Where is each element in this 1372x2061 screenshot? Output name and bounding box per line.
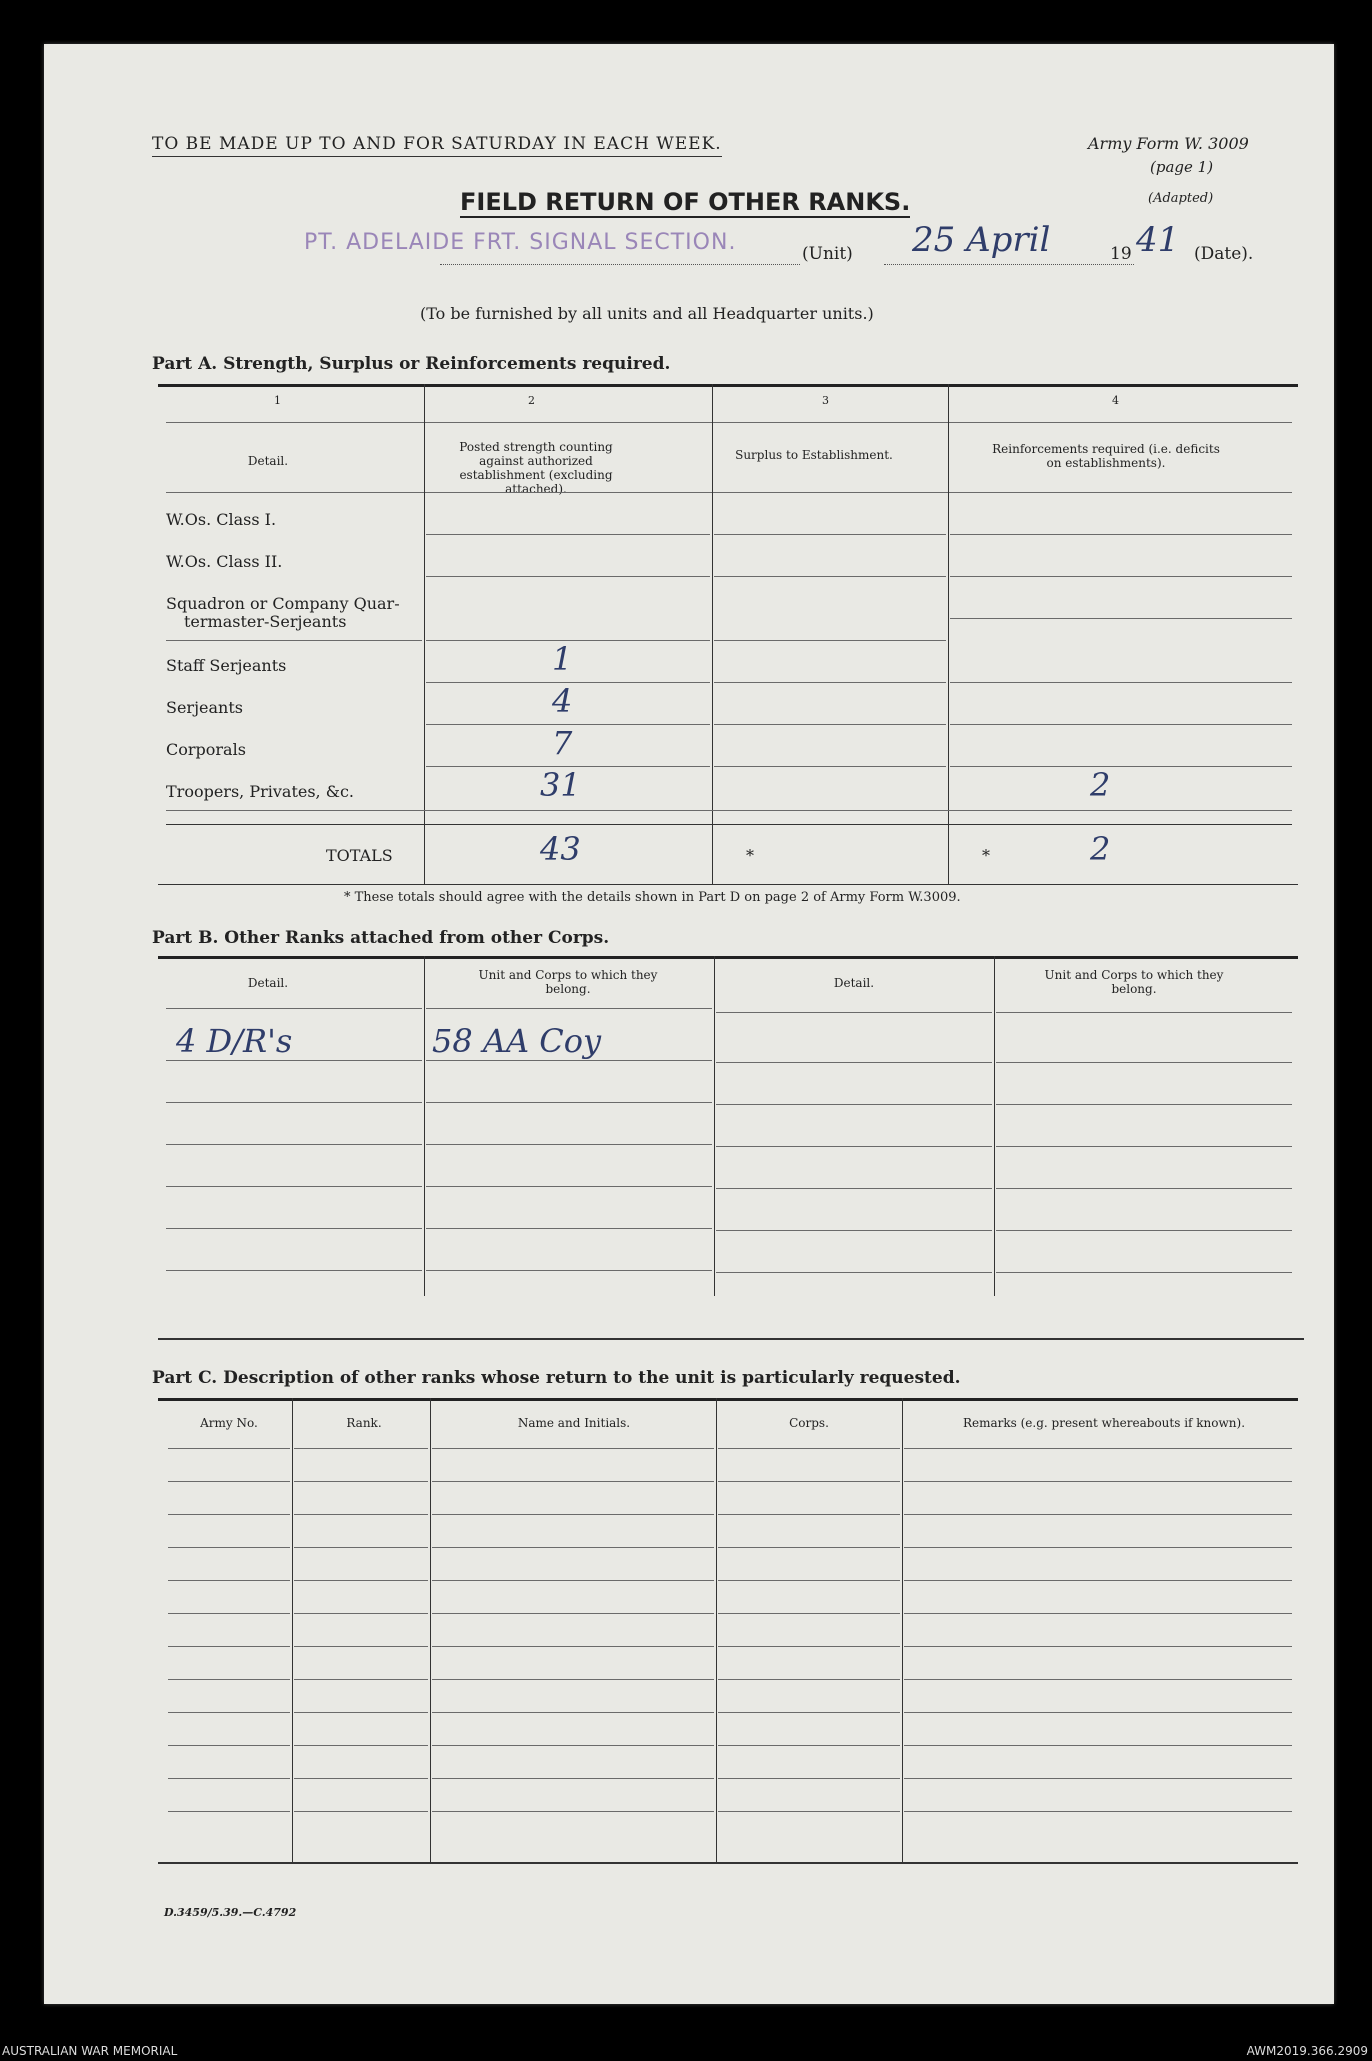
form-id: Army Form W. 3009: [1088, 134, 1249, 153]
part-c-title: Part C. Description of other ranks whose return to the unit is particularly requested.: [152, 1368, 961, 1388]
year-prefix: 19: [1110, 244, 1132, 264]
print-code: D.3459/5.39.—C.4792: [164, 1906, 297, 1919]
part-c-rule: [718, 1514, 900, 1515]
form-title: FIELD RETURN OF OTHER RANKS.: [460, 188, 911, 216]
part-c-rule: [718, 1613, 900, 1614]
part-a-head-posted: Posted strength counting against authorized establishment (excluding attached).: [459, 440, 613, 496]
part-c-rule: [432, 1580, 714, 1581]
part-c-rule: [904, 1580, 1292, 1581]
part-c-rule: [168, 1514, 290, 1515]
date-handwritten: 25 April: [912, 220, 1051, 260]
part-c-head-army-no: Army No.: [200, 1416, 258, 1430]
reinf-troopers: 2: [1090, 766, 1111, 804]
part-c-rule: [168, 1811, 290, 1812]
totals-posted: 43: [540, 830, 581, 868]
part-c-rule: [432, 1481, 714, 1482]
part-c-rule: [718, 1778, 900, 1779]
part-b-entry-unit: 58 AA Coy: [432, 1022, 602, 1060]
page-number: (page 1): [1150, 158, 1214, 176]
part-c-rule: [294, 1778, 428, 1779]
posted-serjeants: 4: [552, 682, 573, 720]
totals-surplus-mark: *: [746, 846, 754, 865]
unit-label: (Unit): [802, 244, 853, 264]
part-c-rule: [294, 1613, 428, 1614]
part-c-rule: [168, 1646, 290, 1647]
part-c-rule: [168, 1613, 290, 1614]
form-sheet: [44, 44, 1334, 2004]
part-b-head-unit-1: Unit and Corps to which they belong.: [478, 968, 658, 996]
part-c-rule: [718, 1448, 900, 1449]
part-c-rule: [904, 1481, 1292, 1482]
part-c-rule: [904, 1547, 1292, 1548]
footer-right: AWM2019.366.2909: [1246, 2044, 1368, 2058]
part-c-head-name: Name and Initials.: [517, 1416, 631, 1430]
part-c-rule: [904, 1613, 1292, 1614]
part-c-rule: [718, 1712, 900, 1713]
part-c-rule: [294, 1514, 428, 1515]
part-c-rule: [294, 1448, 428, 1449]
part-c-rule: [904, 1646, 1292, 1647]
part-c-rule: [904, 1448, 1292, 1449]
totals-label: TOTALS: [326, 846, 393, 865]
part-c-head-corps: Corps.: [789, 1416, 829, 1430]
part-b-head-detail-2: Detail.: [833, 976, 875, 990]
col-number-1: 1: [274, 394, 281, 407]
part-c-rule: [168, 1580, 290, 1581]
col-number-2: 2: [528, 394, 535, 407]
row-label-serjeants: Serjeants: [166, 698, 243, 717]
part-c-head-remarks: Remarks (e.g. present whereabouts if known).: [962, 1416, 1246, 1430]
part-c-rule: [168, 1745, 290, 1746]
part-c-rule: [432, 1811, 714, 1812]
part-c-rule: [718, 1580, 900, 1581]
col-number-4: 4: [1112, 394, 1119, 407]
part-c-rule: [904, 1745, 1292, 1746]
part-c-rule: [294, 1811, 428, 1812]
part-c-rule: [432, 1679, 714, 1680]
part-a-head-reinf: Reinforcements required (i.e. deficits on establishments).: [992, 442, 1220, 470]
part-c-rule: [904, 1514, 1292, 1515]
totals-reinf-mark: *: [982, 846, 990, 865]
date-label: (Date).: [1194, 244, 1254, 264]
part-b-head-detail-1: Detail.: [247, 976, 289, 990]
col-number-3: 3: [822, 394, 829, 407]
part-c-rule: [432, 1547, 714, 1548]
part-c-rule: [904, 1679, 1292, 1680]
row-label-troopers: Troopers, Privates, &c.: [166, 782, 355, 801]
row-label-wo1: W.Os. Class I.: [166, 510, 277, 529]
part-c-rule: [904, 1778, 1292, 1779]
part-c-rule: [294, 1745, 428, 1746]
part-c-rule: [718, 1745, 900, 1746]
part-c-rule: [168, 1547, 290, 1548]
part-b-title: Part B. Other Ranks attached from other Corps.: [152, 928, 610, 948]
part-c-rule: [294, 1679, 428, 1680]
part-a-head-surplus: Surplus to Establishment.: [735, 448, 893, 462]
part-c-rule: [168, 1778, 290, 1779]
part-a-footnote: * These totals should agree with the details shown in Part D on page 2 of Army Form W.3009.: [344, 890, 961, 905]
part-c-rule: [432, 1712, 714, 1713]
part-c-rule: [432, 1778, 714, 1779]
part-c-rule: [294, 1547, 428, 1548]
part-c-head-rank: Rank.: [346, 1416, 382, 1430]
part-c-rule: [168, 1448, 290, 1449]
part-c-rule: [432, 1448, 714, 1449]
part-c-rule: [294, 1646, 428, 1647]
part-c-rule: [432, 1514, 714, 1515]
part-c-rule: [718, 1547, 900, 1548]
row-label-cqms: Squadron or Company Quar-: [166, 594, 400, 613]
part-c-rule: [294, 1712, 428, 1713]
part-c-rule: [168, 1481, 290, 1482]
furnish-note: (To be furnished by all units and all Headquarter units.): [420, 304, 874, 323]
part-a-head-detail: Detail.: [247, 454, 289, 468]
part-c-rule: [294, 1580, 428, 1581]
part-c-rule: [294, 1481, 428, 1482]
part-c-rule: [432, 1646, 714, 1647]
part-a-title: Part A. Strength, Surplus or Reinforcements required.: [152, 354, 671, 374]
posted-troopers: 31: [540, 766, 581, 804]
row-label-corporals: Corporals: [166, 740, 246, 759]
part-c-rule: [168, 1712, 290, 1713]
posted-staff-serjeants: 1: [552, 640, 573, 678]
unit-stamp: PT. ADELAIDE FRT. SIGNAL SECTION.: [304, 230, 737, 255]
part-c-rule: [718, 1646, 900, 1647]
year-handwritten: 41: [1136, 220, 1180, 260]
part-c-rule: [432, 1613, 714, 1614]
row-label-cqms-2: termaster-Serjeants: [184, 612, 347, 631]
row-label-wo2: W.Os. Class II.: [166, 552, 283, 571]
part-b-entry-detail: 4 D/R's: [176, 1022, 293, 1060]
footer-left: AUSTRALIAN WAR MEMORIAL: [2, 2044, 178, 2058]
part-c-rule: [718, 1811, 900, 1812]
posted-corporals: 7: [552, 724, 573, 762]
part-c-rule: [718, 1481, 900, 1482]
adapted-label: (Adapted): [1148, 191, 1214, 206]
part-c-rule: [904, 1712, 1292, 1713]
row-label-staff-serjeants: Staff Serjeants: [166, 656, 287, 675]
instruction-line: TO BE MADE UP TO AND FOR SATURDAY IN EACH WEEK.: [152, 134, 722, 157]
part-c-rule: [718, 1679, 900, 1680]
part-c-rule: [432, 1745, 714, 1746]
totals-reinf: 2: [1090, 830, 1111, 868]
part-b-head-unit-2: Unit and Corps to which they belong.: [1044, 968, 1224, 996]
part-c-rule: [904, 1811, 1292, 1812]
part-c-rule: [168, 1679, 290, 1680]
